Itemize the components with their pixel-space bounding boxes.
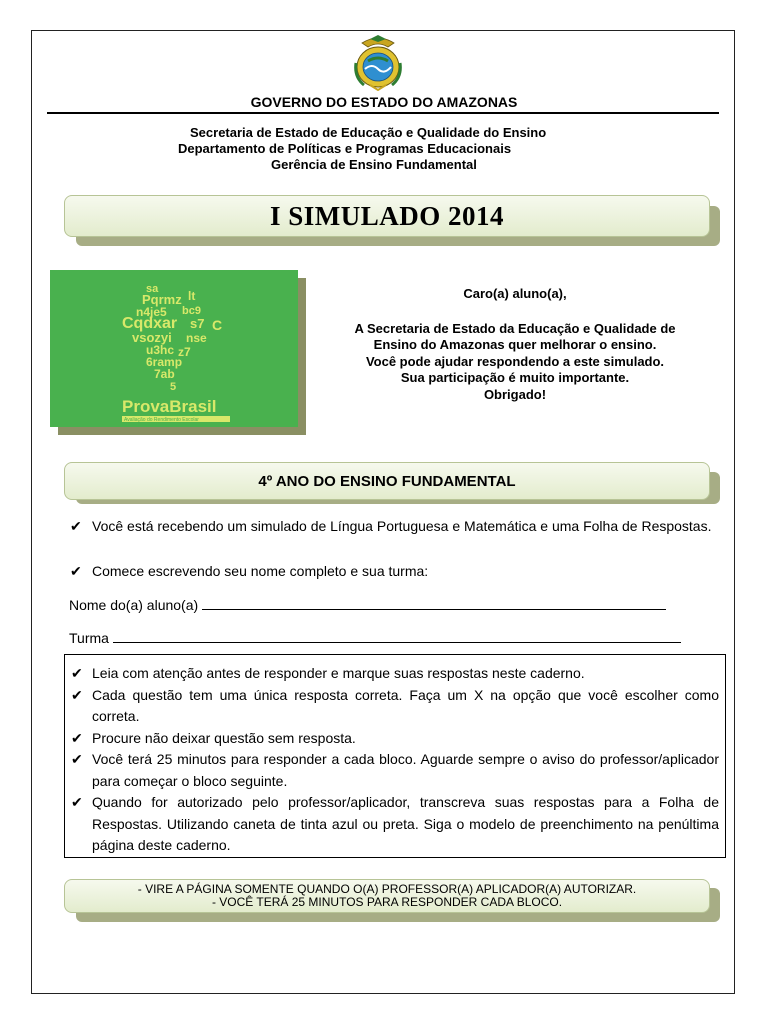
header-divider: [47, 112, 719, 114]
class-underline[interactable]: [113, 629, 681, 643]
title-banner: [64, 195, 710, 237]
check-mark-icon: ✔: [71, 686, 83, 703]
class-label: Turma: [69, 630, 109, 646]
check-mark-icon: ✔: [71, 751, 83, 767]
instruction-item: ✔ Leia com atenção antes de responder e marque suas respostas neste caderno.: [71, 663, 719, 685]
footer-line-1: - VIRE A PÁGINA SOMENTE QUANDO O(A) PROFESSOR(A) APLICADOR(A) AUTORIZAR.: [137, 881, 637, 896]
instruction-item: ✔ Procure não deixar questão sem resposta.: [71, 728, 719, 750]
instructions-box: [64, 654, 726, 858]
svg-text:s7: s7: [190, 316, 205, 331]
svg-text:nse: nse: [186, 331, 207, 345]
brazil-map-letters-icon: [50, 270, 298, 427]
svg-text:z7: z7: [178, 345, 191, 359]
department-line: Departamento de Políticas e Programas Educacionais: [178, 141, 512, 156]
check-mark-icon: ✔: [71, 665, 83, 681]
svg-text:7ab: 7ab: [154, 367, 175, 381]
student-name-underline[interactable]: [202, 596, 666, 610]
footer-banner: [64, 879, 710, 913]
greeting-line: A Secretaria de Estado da Educação e Qualidade de: [354, 320, 676, 336]
logo-brand-text: ProvaBrasil: [122, 397, 217, 416]
prova-brasil-logo: [50, 270, 298, 427]
svg-text:6ramp: 6ramp: [146, 355, 183, 369]
check-mark-icon: ✔: [71, 794, 83, 810]
management-line: Gerência de Ensino Fundamental: [271, 157, 477, 172]
instruction-item: ✔ Você terá 25 minutos para responder a cada bloco. Aguarde sempre o aviso do professor/aplicador para começar o bloco seguinte.: [71, 751, 719, 789]
grade-title: 4º ANO DO ENSINO FUNDAMENTAL: [258, 472, 516, 490]
greeting-salutation: Caro(a) aluno(a),: [463, 286, 567, 301]
svg-text:vsozyi: vsozyi: [132, 330, 172, 345]
government-title: GOVERNO DO ESTADO DO AMAZONAS: [250, 94, 518, 110]
svg-text:sa: sa: [146, 283, 159, 295]
grade-banner: [64, 462, 710, 500]
greeting-line: Sua participação é muito importante.: [400, 370, 630, 385]
greeting-line: Obrigado!: [483, 386, 547, 402]
svg-text:Cqdxar: Cqdxar: [122, 315, 178, 332]
instruction-item: ✔ Cada questão tem uma única resposta correta. Faça um X na opção que você escolher como correta.: [71, 686, 719, 724]
instruction-item: ✔ Quando for autorizado pelo professor/aplicador, transcreva suas respostas para a Folha de Respostas. Utilizando caneta de tinta azul ou preta. Siga o modelo de preenchimento na penúltima página deste caderno.: [71, 794, 719, 853]
svg-text:n4je5: n4je5: [136, 305, 167, 319]
svg-text:lt: lt: [188, 289, 196, 303]
logo-tagline-text: Avaliação do Rendimento Escolar: [124, 417, 199, 423]
check-mark-icon: ✔: [70, 518, 82, 534]
class-field[interactable]: [69, 629, 681, 646]
document-title: I SIMULADO 2014: [269, 200, 505, 231]
student-name-label: Nome do(a) aluno(a): [69, 597, 199, 613]
student-name-field[interactable]: [69, 596, 666, 613]
secretariat-line: Secretaria de Estado de Educação e Qualidade do Ensino: [190, 125, 547, 140]
svg-text:u3hc: u3hc: [146, 343, 175, 357]
footer-line-2: - VOCÊ TERÁ 25 MINUTOS PARA RESPONDER CADA BLOCO.: [211, 895, 563, 909]
amazonas-coat-of-arms-icon: [348, 33, 408, 91]
intro-check-item: ✔ Você está recebendo um simulado de Língua Portuguesa e Matemática e uma Folha de Respostas.: [70, 518, 712, 534]
greeting-line: Ensino do Amazonas quer melhorar o ensino.: [373, 337, 657, 352]
svg-text:C: C: [212, 317, 223, 333]
intro-check-item: ✔ Comece escrevendo seu nome completo e sua turma:: [70, 563, 429, 579]
greeting-block: [320, 286, 710, 403]
check-mark-icon: ✔: [71, 729, 83, 746]
greeting-line: Você pode ajudar respondendo a este simulado.: [365, 353, 665, 369]
svg-text:5: 5: [170, 381, 177, 393]
check-mark-icon: ✔: [70, 563, 82, 579]
svg-text:Pqrmz: Pqrmz: [142, 292, 182, 307]
svg-text:bc9: bc9: [182, 305, 201, 317]
